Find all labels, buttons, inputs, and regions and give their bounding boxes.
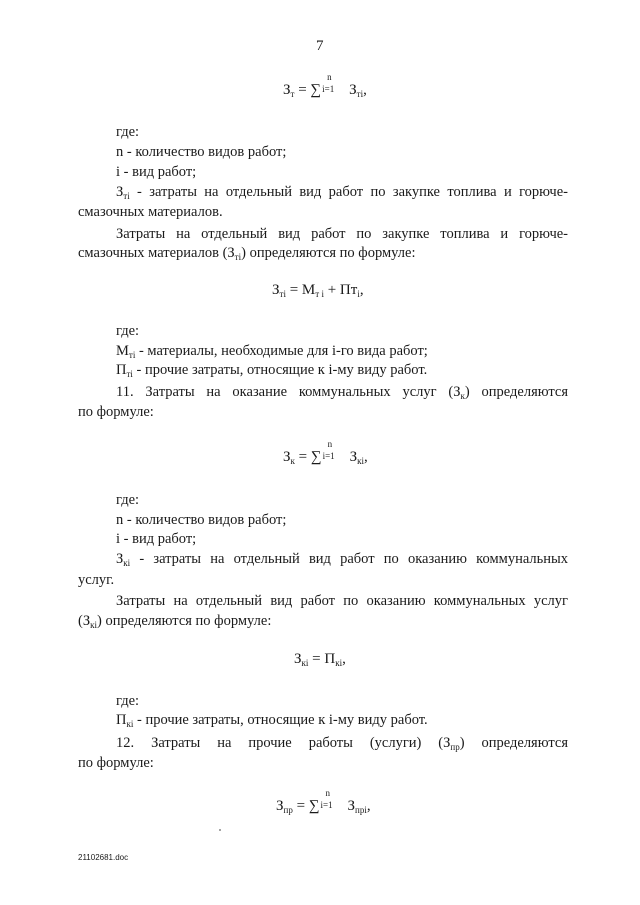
section-11-line2: по формуле: <box>78 404 154 420</box>
where-label-4: где: <box>116 693 140 709</box>
where-label-2: где: <box>116 323 140 339</box>
scan-speck <box>219 829 221 831</box>
other-costs-definition-1: $П_{тi}$ - прочие затраты, относящие к i-му виду работ. <box>116 362 428 379</box>
zt-definition-line1: $З_{тi}$ - затраты на отдельный вид работ по закупке топлива и горюче- <box>116 184 568 201</box>
where-label-3: где: <box>116 492 140 508</box>
formula-other-works: $З_{пр}$ = ∑ n i=1 $З_{прi}$, <box>276 788 371 815</box>
n-definition-1: n - количество видов работ; <box>116 144 287 160</box>
paragraph-communal-line1: Затраты на отдельный вид работ по оказанию коммунальных услуг <box>116 593 568 609</box>
i-definition-2: i - вид работ; <box>116 531 197 547</box>
section-12-line1: 12. Затраты на прочие работы (услуги) $(З_{пр})$ определяются <box>116 735 568 752</box>
paragraph-fuel-line1: Затраты на отдельный вид работ по закупке топлива и горюче- <box>116 226 568 242</box>
formula-total-fuel-costs: $З_т$ = ∑ n i=1 $З_{тi}$, <box>283 72 367 99</box>
materials-definition: $М_{тi}$ - материалы, необходимые для i-го вида работ; <box>116 343 428 360</box>
section-12-line2: по формуле: <box>78 755 154 771</box>
formula-communal-per-work: $З_{кi} = П_{кi}$, <box>294 651 346 668</box>
n-definition-2: n - количество видов работ; <box>116 512 287 528</box>
zk-definition-line2: услуг. <box>78 572 115 588</box>
paragraph-fuel-line2: смазочных материалов $(З_{тi})$ определяются по формуле: <box>78 245 416 262</box>
formula-communal-services: $З_к$ = ∑ n i=1 $З_{кi}$, <box>283 439 368 466</box>
page-number: 7 <box>316 38 324 54</box>
i-definition-1: i - вид работ; <box>116 164 197 180</box>
zk-definition-line1: $З_{кi}$ - затраты на отдельный вид работ по оказанию коммунальных <box>116 551 568 568</box>
footer-filename: 21102681.doc <box>78 853 129 862</box>
where-label-1: где: <box>116 124 140 140</box>
section-11-line1: 11. Затраты на оказание коммунальных услуг $(З_к)$ определяются <box>116 384 568 401</box>
formula-fuel-per-work: $З_{тi} = М_{т i} + Пт_i$, <box>272 282 364 299</box>
zt-definition-line2: смазочных материалов. <box>78 204 223 220</box>
other-costs-definition-2: $П_{кi}$ - прочие затраты, относящие к i-му виду работ. <box>116 712 428 729</box>
paragraph-communal-line2: $(З_{кi})$ определяются по формуле: <box>78 613 272 630</box>
